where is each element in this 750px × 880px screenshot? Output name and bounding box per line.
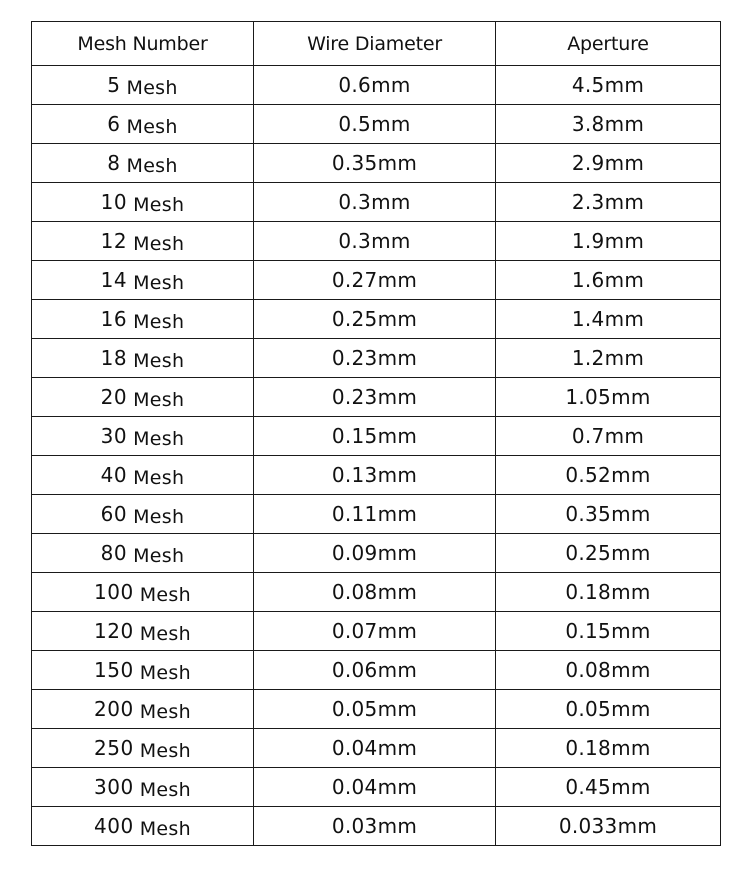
- table-row: [32, 222, 721, 261]
- cell-mesh-number: [32, 690, 254, 729]
- table-row: [32, 144, 721, 183]
- mesh-number-value: 400: [94, 814, 134, 838]
- mesh-unit-label: Mesh: [133, 272, 185, 294]
- mesh-unit-label: Mesh: [133, 506, 185, 528]
- table-row: [32, 183, 721, 222]
- cell-aperture: 2.9mm: [496, 144, 721, 183]
- cell-mesh-number: [32, 612, 254, 651]
- header-wire-diameter: Wire Diameter: [254, 22, 496, 66]
- cell-mesh-number: [32, 339, 254, 378]
- mesh-unit-label: Mesh: [139, 662, 191, 684]
- cell-aperture: 2.3mm: [496, 183, 721, 222]
- mesh-unit-label: Mesh: [133, 545, 185, 567]
- mesh-number-value: 20: [100, 385, 128, 409]
- mesh-unit-label: Mesh: [139, 740, 191, 762]
- table-row: [32, 807, 721, 846]
- cell-aperture: 0.7mm: [496, 417, 721, 456]
- table-row: [32, 768, 721, 807]
- cell-mesh-number: [32, 144, 254, 183]
- table-row: [32, 105, 721, 144]
- cell-aperture: 0.18mm: [496, 729, 721, 768]
- cell-mesh-number: [32, 300, 254, 339]
- cell-aperture: 0.25mm: [496, 534, 721, 573]
- mesh-unit-label: Mesh: [139, 779, 191, 801]
- table-row: [32, 339, 721, 378]
- cell-wire-diameter: 0.23mm: [254, 339, 496, 378]
- table-row: [32, 495, 721, 534]
- mesh-number-value: 150: [94, 658, 134, 682]
- cell-wire-diameter: 0.15mm: [254, 417, 496, 456]
- mesh-number-value: 18: [100, 346, 128, 370]
- cell-mesh-number: [32, 807, 254, 846]
- cell-aperture: 0.15mm: [496, 612, 721, 651]
- cell-wire-diameter: 0.11mm: [254, 495, 496, 534]
- cell-aperture: 0.05mm: [496, 690, 721, 729]
- cell-mesh-number: [32, 105, 254, 144]
- mesh-number-value: 10: [100, 190, 128, 214]
- mesh-number-value: 40: [100, 463, 128, 487]
- cell-wire-diameter: 0.04mm: [254, 729, 496, 768]
- table-body: [32, 66, 721, 846]
- mesh-number-value: 5: [107, 73, 121, 97]
- mesh-number-value: 16: [100, 307, 128, 331]
- mesh-spec-table: [31, 21, 721, 846]
- cell-mesh-number: [32, 378, 254, 417]
- cell-aperture: 0.08mm: [496, 651, 721, 690]
- table-row: [32, 261, 721, 300]
- table-row: [32, 378, 721, 417]
- cell-wire-diameter: 0.5mm: [254, 105, 496, 144]
- cell-wire-diameter: 0.23mm: [254, 378, 496, 417]
- cell-mesh-number: [32, 534, 254, 573]
- cell-aperture: 0.35mm: [496, 495, 721, 534]
- cell-aperture: 1.4mm: [496, 300, 721, 339]
- cell-wire-diameter: 0.05mm: [254, 690, 496, 729]
- mesh-unit-label: Mesh: [139, 701, 191, 723]
- mesh-number-value: 12: [100, 229, 128, 253]
- table-row: [32, 573, 721, 612]
- cell-wire-diameter: 0.25mm: [254, 300, 496, 339]
- cell-wire-diameter: 0.09mm: [254, 534, 496, 573]
- cell-wire-diameter: 0.27mm: [254, 261, 496, 300]
- cell-aperture: 1.2mm: [496, 339, 721, 378]
- cell-mesh-number: [32, 651, 254, 690]
- mesh-number-value: 200: [94, 697, 134, 721]
- cell-mesh-number: [32, 417, 254, 456]
- mesh-number-value: 80: [100, 541, 128, 565]
- mesh-unit-label: Mesh: [133, 194, 185, 216]
- mesh-number-value: 120: [94, 619, 134, 643]
- cell-mesh-number: [32, 768, 254, 807]
- cell-aperture: 0.52mm: [496, 456, 721, 495]
- cell-mesh-number: [32, 573, 254, 612]
- mesh-unit-label: Mesh: [133, 428, 185, 450]
- mesh-number-value: 30: [100, 424, 128, 448]
- cell-mesh-number: [32, 729, 254, 768]
- cell-wire-diameter: 0.04mm: [254, 768, 496, 807]
- cell-wire-diameter: 0.6mm: [254, 66, 496, 105]
- table-row: [32, 66, 721, 105]
- cell-wire-diameter: 0.3mm: [254, 222, 496, 261]
- cell-aperture: 0.033mm: [496, 807, 721, 846]
- mesh-number-value: 300: [94, 775, 134, 799]
- table-row: [32, 300, 721, 339]
- mesh-unit-label: Mesh: [139, 623, 191, 645]
- mesh-unit-label: Mesh: [133, 389, 185, 411]
- cell-aperture: 1.05mm: [496, 378, 721, 417]
- cell-aperture: 4.5mm: [496, 66, 721, 105]
- cell-mesh-number: [32, 456, 254, 495]
- mesh-number-value: 6: [107, 112, 121, 136]
- header-aperture: Aperture: [496, 22, 721, 66]
- header-row: [32, 22, 721, 66]
- mesh-number-value: 250: [94, 736, 134, 760]
- cell-aperture: 1.6mm: [496, 261, 721, 300]
- cell-mesh-number: [32, 495, 254, 534]
- table-row: [32, 690, 721, 729]
- cell-aperture: 3.8mm: [496, 105, 721, 144]
- table-row: [32, 534, 721, 573]
- cell-aperture: 0.45mm: [496, 768, 721, 807]
- table-row: [32, 651, 721, 690]
- mesh-unit-label: Mesh: [133, 311, 185, 333]
- mesh-unit-label: Mesh: [133, 233, 185, 255]
- mesh-unit-label: Mesh: [126, 77, 178, 99]
- table-row: [32, 729, 721, 768]
- cell-wire-diameter: 0.07mm: [254, 612, 496, 651]
- header-mesh-number: Mesh Number: [32, 22, 254, 66]
- cell-mesh-number: [32, 222, 254, 261]
- table-row: [32, 456, 721, 495]
- table-row: [32, 612, 721, 651]
- cell-aperture: 1.9mm: [496, 222, 721, 261]
- cell-aperture: 0.18mm: [496, 573, 721, 612]
- mesh-unit-label: Mesh: [139, 584, 191, 606]
- mesh-unit-label: Mesh: [133, 350, 185, 372]
- mesh-number-value: 100: [94, 580, 134, 604]
- mesh-number-value: 8: [107, 151, 121, 175]
- cell-wire-diameter: 0.06mm: [254, 651, 496, 690]
- cell-wire-diameter: 0.03mm: [254, 807, 496, 846]
- mesh-unit-label: Mesh: [126, 116, 178, 138]
- cell-mesh-number: [32, 66, 254, 105]
- mesh-number-value: 14: [100, 268, 128, 292]
- cell-wire-diameter: 0.08mm: [254, 573, 496, 612]
- cell-mesh-number: [32, 261, 254, 300]
- cell-wire-diameter: 0.3mm: [254, 183, 496, 222]
- cell-mesh-number: [32, 183, 254, 222]
- mesh-number-value: 60: [100, 502, 128, 526]
- cell-wire-diameter: 0.35mm: [254, 144, 496, 183]
- cell-wire-diameter: 0.13mm: [254, 456, 496, 495]
- mesh-unit-label: Mesh: [133, 467, 185, 489]
- mesh-unit-label: Mesh: [126, 155, 178, 177]
- table-row: [32, 417, 721, 456]
- mesh-unit-label: Mesh: [139, 818, 191, 840]
